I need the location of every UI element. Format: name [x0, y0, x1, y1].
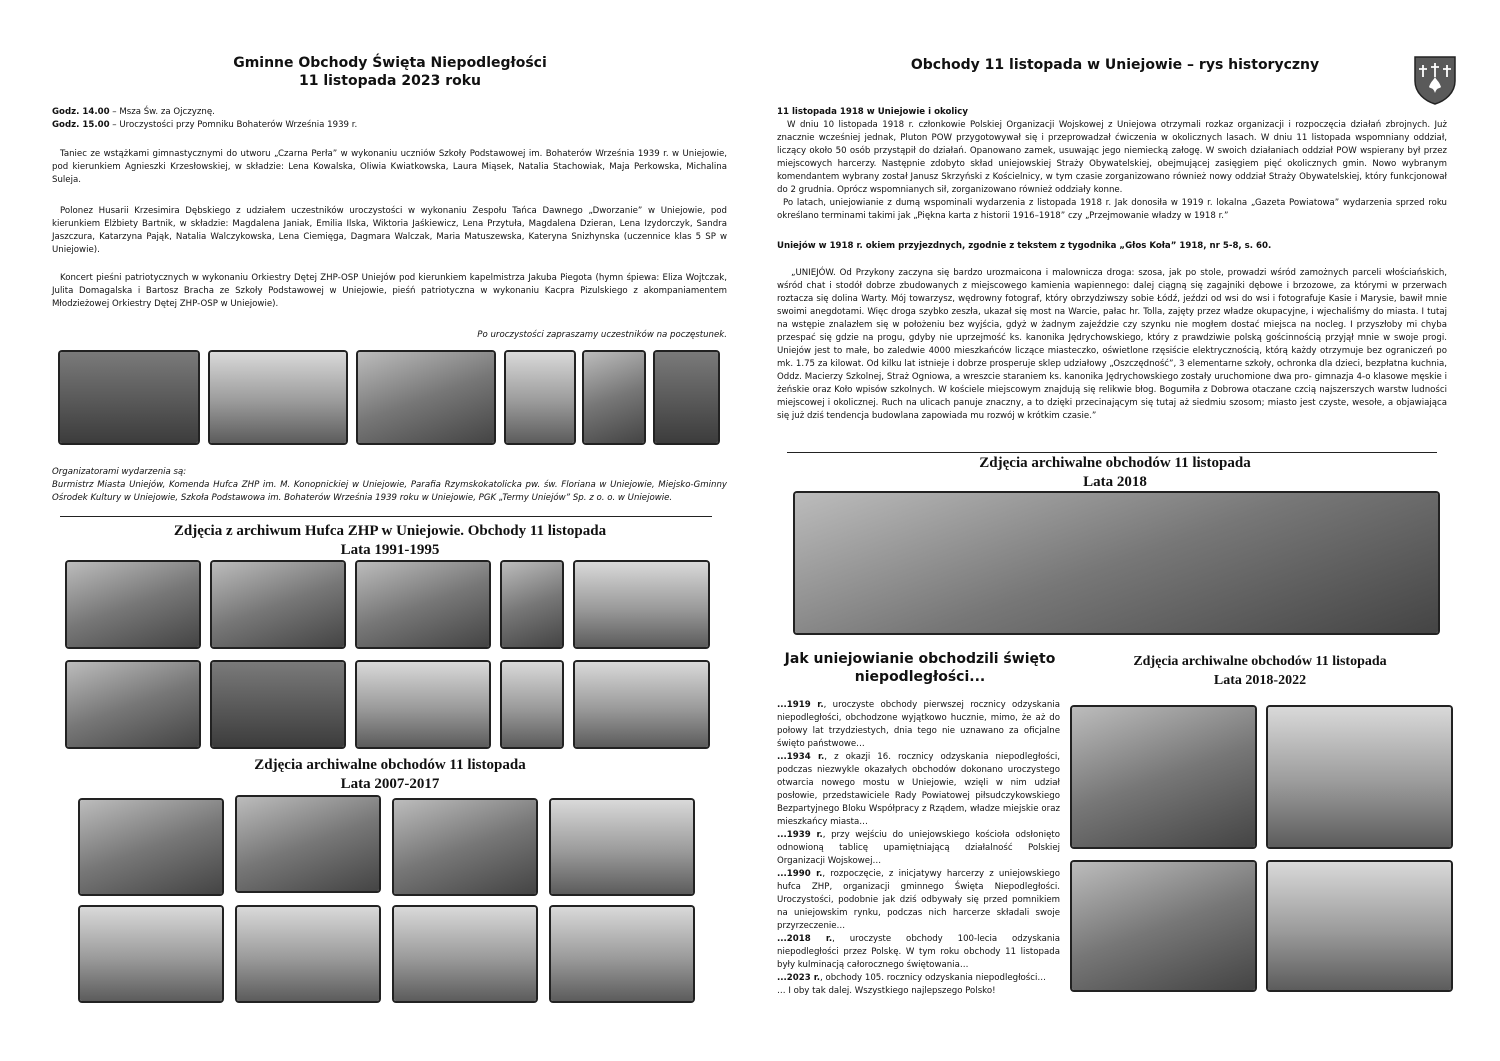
section-heading: Uniejów w 1918 r. okiem przyjezdnych, zgodnie z tekstem z tygodnika „Głos Koła” 1918, nr 5-8, s. 60. [777, 241, 1272, 251]
timeline-item: ...1919 r., uroczyste obchody pierwszej rocznicy odzyskania niepodległości, obchodzone wyjątkowo hucznie, mimo, że aż do połowy lat trzydziestych, dnia tego nie uznawano za oficjalne święto państwowe… [777, 700, 1060, 749]
archive-photo [357, 662, 489, 747]
archive-photo [80, 800, 222, 894]
archive-photo [67, 662, 199, 747]
timeline-item: ...1934 r., z okazji 16. rocznicy odzyskania niepodległości, podczas niezwykle okazałych obchodów dokonano uroczystego otwarcia nowego mostu w Uniejowie, wzięli w nim udział posłowie, przedstawiciele Rady Powiatowej piłsudczykowskiego Bezpartyjnego Bloku Współpracy z Rządem, władze miejskie oraz mieszkańcy miasta… [777, 752, 1060, 827]
timeline-item: ...1990 r., rozpoczęcie, z inicjatywy harcerzy z uniejowskiego hufca ZHP, organizacji gminnego Święta Niepodległości. Uroczystości, podobnie jak dziś odbywały się przed pomnikiem na uniejowskim rynku, podczas nich harcerze składali swoje przyrzeczenie… [777, 869, 1061, 931]
archive-photo [67, 562, 199, 647]
archive-photo [551, 907, 693, 1001]
archive-photo [575, 562, 708, 647]
organizers-label: Organizatorami wydarzenia są: [52, 467, 187, 477]
organizers-text: Burmistrz Miasta Uniejów, Komenda Hufca ZHP im. M. Konopnickiej w Uniejowie, Parafia Rzymskokatolicka pw. św. Floriana w Uniejowie, Miejsko-Gminny Ośrodek Kultury w Uniejowie, Szkoła Podstawowa im. Bohaterów Września 1939 roku w Uniejowie, PGK „Termy Uniejów” Sp. z o. o. w Uniejowie. [52, 480, 727, 503]
archive-years: Lata 2018-2022 [1213, 673, 1307, 688]
photo-gymnastics [358, 352, 494, 443]
timeline-item: ...2023 r., obchody 105. rocznicy odzyskania niepodległości… [777, 973, 1046, 983]
organizers [52, 466, 727, 505]
archive-years: Lata 2018 [1083, 474, 1147, 490]
history-paragraph: W dniu 10 listopada 1918 r. członkowie Polskiej Organizacji Wojskowej z Uniejowa otrzymali rozkaz organizacji i rozpoczęcia działań zbrojnych. Już znacznie wcześniej jednak, Pluton POW przygotowywał się i przeprowadzał ćwiczenia w okolicznych lasach. W dniu 11 listopada wspomniany oddział, liczący około 50 osób przystąpił do działań. Opanowano zamek, usuwając jego niemiecką załogę. W swoich działaniach oddział POW wspierany był przez miejscowych harcerzy. Następnie zdobyto skład uniejowskiej Straży Obywatelskiej, obejmującej zasięgiem pięć okolicznych gmin. Nowo wybranym komendantem wybrany został Janusz Skrzyński z Kościelnicy, w tym czasie zorganizowano również nowy oddział Straży Obywatelskiej, który funkcjonował do 2 grudnia. Oprócz wspomnianych sił, zorganizowano również oddziały konne. [777, 120, 1447, 195]
program-paragraph: Taniec ze wstążkami gimnastycznymi do utworu „Czarna Perła” w wykonaniu uczniów Szkoły Podstawowej im. Bohaterów Września 1939 r. w Uniejowie, pod kierunkiem Agnieszki Krzesłowskiej, w składzie: Lena Kowalska, Oliwia Kwiatkowska, Laura Miąsek, Natalia Stachowiak, Maja Perkowska, Michalina Suleja. [52, 149, 727, 185]
timeline-item: ...2018 r., uroczyste obchody 100-lecia odzyskania niepodległości przez Polskę. W tym roku obchody 11 listopada były kulminacją całorocznego świętowania… [777, 934, 1060, 970]
left-title: Gminne Obchody Święta Niepodległości [233, 55, 547, 71]
archive-photo [1268, 862, 1451, 990]
archive-heading: Zdjęcia archiwalne obchodów 11 listopada [254, 757, 526, 773]
program-paragraph: Koncert pieśni patriotycznych w wykonaniu Orkiestry Dętej ZHP-OSP Uniejów pod kierunkiem kapelmistrza Jakuba Piegota (hymn śpiewa: Eliza Wojtczak, Julita Domagalska i Bartosz Bracha ze Szkoły Podstawowej w Uniejowie, pieśń patriotyczna w wykonaniu Kacpra Pizulskiego z akompaniamentem Młodzieżowej Orkiestry Dętej ZHP-OSP w Uniejowie). [52, 273, 727, 309]
archive-years: Lata 2007-2017 [340, 776, 440, 792]
archive-heading: Zdjęcia archiwalne obchodów 11 listopada [979, 455, 1251, 471]
quote-paragraph: „UNIEJÓW. Od Przykony zaczyna się bardzo urozmaicona i malownicza droga: szosa, jak po stole, prowadzi wśród zamożnych parceli włościańskich, wśród chat i stodół dobrze zbudowanych z miejscowego kamienia wapiennego: dalej ciągną się zagajniki dębowe i brzozowe, za którymi w przerwach roztacza się dolina Warty. Mój towarzysz, wędrowny fotograf, który obrzydziwszy sobie Łódź, jeździ od wsi do wsi i fotografuje Kasie i Marysie, bawił mnie swoimi anegdotami. Więc droga szybko zeszła, ukazał się most na Warcie, pałac hr. Tolla, zajęty przez władze okupacyjne, i wjechaliśmy do miasta. I tutaj na wstępie znalazłem się w położeniu bez wyjścia, gdyż w żadnym zajeździe czy szynku nie mogłem dostać miejsca na nocleg. I przyszłoby mi chyba przespać się gdzie na progu, gdyby nie uprzejmość ks. kanonika Jędrychowskiego, który z prawdziwie polską gościnnością przyjął mnie w swoje progi. Uniejów jest to małe, bo zaledwie 4000 mieszkańców liczące miasteczko, oświetlone rzęsiście elektrycznością, którą każdy otrzymuje bez ograniczeń po mk. 1.75 za kilowat. Od kilku lat istnieje i dobrze prosperuje sklep udziałowy „Oszczędność”, 3 elementarne szkoły, ochronka dla dzieci, bezpłatna kuchnia, Oddz. Macierzy Szkolnej, Straż Ogniowa, a wreszcie staraniem ks. kanonika Jędrychowskiego zostały uruchomione dwa pro- gimnazja 4-o klasowe męskie i żeńskie oraz Koło wpisów szkolnych. W kościele miejscowym znajdują się relikwie błog. Bogumiła z Dobrowa otaczane czcią najszerszych warstw ludności miejscowej i okolicznej. Ruch na ulicach panuje znaczny, a to dzięki przecinającym się tutaj aż siedmiu szosom; miasto jest czyste, wesołe, a objawiająca się już dziś tendencja budowlana zapowiada mu rozwój w krótkim czasie.” [777, 268, 1447, 421]
section-heading: 11 listopada 1918 w Uniejowie i okolicy [777, 107, 968, 117]
history-section [777, 106, 1447, 223]
history-paragraph: Po latach, uniejowianie z dumą wspominali wydarzenia z listopada 1918 r. Jak donosiła w 1919 r. lokalna „Gazeta Powiatowa” wydarzenia sprzed roku określano terminami takimi jak „Piękna karta z historii 1916–1918” czy „Przejmowanie władzy w 1918 r.” [777, 198, 1447, 221]
program-paragraph: Polonez Husarii Krzesimira Dębskiego z udziałem uczestników uroczystości w wykonaniu Zespołu Tańca Dawnego „Dworzanie” w Uniejowie, pod kierunkiem Elżbiety Bartnik, w składzie: Magdalena Janiak, Emilia Ilska, Wiktoria Jaśkiewicz, Lena Przytuła, Magdalena Dzieran, Lena Izydorczyk, Sandra Jaszczura, Katarzyna Pająk, Natalia Walczykowska, Lena Ciemięga, Dagmara Walczak, Maria Matuszewska, Kateryna Snizhynska (uczennice klas 5 SP w Uniejowie). [52, 206, 727, 255]
archive-photo [502, 562, 562, 647]
timeline-item: ...1939 r., przy wejściu do uniejowskiego kościoła odsłonięto odnowioną tablicę upamiętniającą działalność Polskiej Organizacji Wojskowej… [777, 830, 1060, 866]
timeline [777, 699, 1060, 998]
divider [60, 516, 712, 517]
panorama-photo-2018 [795, 493, 1438, 633]
archive-photo [1072, 862, 1255, 990]
closing-line: … I oby tak dalej. Wszystkiego najlepszego Polsko! [777, 986, 996, 996]
left-title-date: 11 listopada 2023 roku [298, 73, 482, 89]
archive-photo [502, 662, 562, 747]
photo-orchestra [60, 352, 198, 443]
archive-photo [551, 800, 693, 894]
photo-boy [584, 352, 644, 443]
archive-photo [394, 800, 536, 894]
schedule-item: Godz. 14.00 – Msza Św. za Ojczyznę. [52, 107, 215, 117]
archive-years: Lata 1991-1995 [340, 542, 440, 558]
archive-photo [212, 662, 344, 747]
archive-heading: Zdjęcia archiwalne obchodów 11 listopada [1133, 654, 1387, 669]
timeline-title: niepodległości... [854, 669, 986, 685]
archive-photo [357, 562, 489, 647]
photo-singer [655, 352, 718, 443]
timeline-title: Jak uniejowianie obchodzili święto [784, 651, 1056, 667]
invitation-note: Po uroczystości zapraszamy uczestników na poczęstunek. [477, 330, 727, 340]
schedule-item: Godz. 15.00 – Uroczystości przy Pomniku Bohaterów Września 1939 r. [52, 120, 358, 130]
archive-photo [237, 797, 379, 891]
archive-photo [1072, 707, 1255, 847]
photo-performance [210, 352, 346, 443]
archive-photo [212, 562, 344, 647]
archive-photo [575, 662, 708, 747]
coat-of-arms-icon [1413, 55, 1457, 105]
archive-photo [80, 907, 222, 1001]
right-title: Obchody 11 listopada w Uniejowie – rys historyczny [910, 57, 1320, 73]
archive-photo [237, 907, 379, 1001]
archive-photo [394, 907, 536, 1001]
photo-children [506, 352, 574, 443]
archive-photo [1268, 707, 1451, 847]
archive-heading: Zdjęcia z archiwum Hufca ZHP w Uniejowie. Obchody 11 listopada [173, 523, 607, 539]
schedule [52, 106, 727, 132]
divider [787, 452, 1437, 453]
